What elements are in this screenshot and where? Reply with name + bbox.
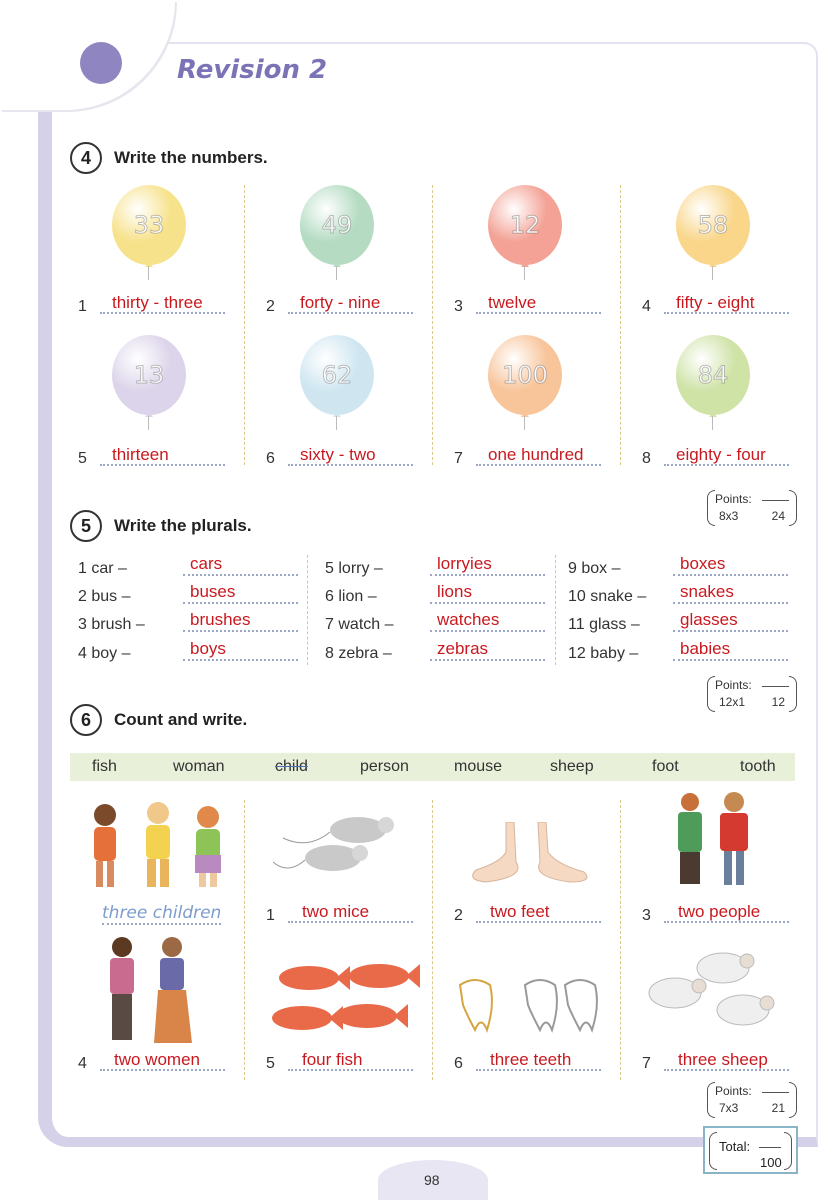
singular-word: car – — [91, 560, 127, 577]
singular-word: snake – — [590, 588, 647, 605]
handwritten-answer: twelve — [488, 293, 537, 312]
plural-item — [325, 588, 377, 606]
handwritten-answer: thirteen — [112, 445, 169, 464]
item-number: 12 — [568, 645, 586, 662]
singular-word: box – — [581, 560, 621, 577]
plural-item — [78, 616, 145, 634]
balloon-number: 13 — [112, 335, 186, 415]
plural-item — [568, 560, 621, 578]
balloon — [676, 335, 756, 430]
plural-item — [568, 645, 638, 663]
points-calc: 7x3 — [719, 1101, 739, 1115]
word-woman: woman — [173, 758, 225, 775]
page-title: Revision 2 — [177, 55, 328, 85]
item-number: 11 — [568, 616, 585, 633]
woman-figure-1 — [110, 937, 134, 1040]
balloon — [488, 185, 568, 280]
handwritten-answer: two feet — [490, 902, 550, 921]
points-label: Points: — [715, 678, 752, 692]
child-figure-3 — [195, 806, 221, 887]
mouse-figure-1 — [283, 817, 394, 843]
sheep-figure-2 — [697, 953, 754, 983]
feet-illustration — [466, 822, 596, 892]
item-number: 1 — [78, 560, 87, 577]
mouse-figure-2 — [273, 845, 368, 871]
handwritten-answer: two women — [114, 1050, 200, 1069]
ex4-header — [70, 142, 268, 174]
singular-word: glass – — [589, 616, 640, 633]
ex6-number-badge: 6 — [70, 704, 102, 736]
children-illustration — [80, 795, 240, 895]
item-number: 8 — [642, 450, 651, 467]
child-figure-2 — [146, 802, 170, 887]
ex4-points — [707, 490, 797, 526]
handwritten-answer: forty - nine — [300, 293, 381, 312]
tooth-figure-2 — [525, 980, 557, 1030]
answer-line[interactable] — [430, 659, 545, 661]
item-number: 3 — [642, 907, 651, 924]
plural-item — [325, 560, 383, 578]
item-number: 5 — [78, 450, 87, 467]
answer-line[interactable] — [183, 630, 298, 632]
sheep-illustration — [645, 948, 780, 1038]
divider — [307, 555, 308, 665]
child-figure-1 — [94, 804, 116, 887]
handwritten-answer: brushes — [190, 610, 251, 629]
item-number: 5 — [325, 560, 334, 577]
word-box — [70, 753, 795, 781]
balloon — [112, 185, 192, 280]
tooth-figure-3 — [565, 980, 597, 1030]
item-number: 4 — [78, 645, 87, 662]
woman-figure-2 — [154, 937, 192, 1043]
singular-word: brush – — [91, 616, 145, 633]
handwritten-answer: babies — [680, 639, 731, 658]
handwritten-answer: three sheep — [678, 1050, 768, 1069]
women-illustration — [100, 935, 200, 1050]
item-number: 7 — [454, 450, 463, 467]
foot-figure-1 — [473, 822, 518, 882]
plural-item — [78, 645, 131, 663]
word-fish: fish — [92, 758, 117, 775]
fish-figure-4 — [337, 1004, 408, 1028]
fish-figure-2 — [349, 964, 420, 988]
item-number: 8 — [325, 645, 334, 662]
ex5-points — [707, 676, 797, 712]
singular-word: boy – — [91, 645, 131, 662]
item-number: 3 — [78, 616, 87, 633]
handwritten-answer: boxes — [680, 554, 726, 573]
ex6-points — [707, 1082, 797, 1118]
item-number: 2 — [78, 588, 87, 605]
singular-word: lion – — [338, 588, 377, 605]
total-max: 100 — [760, 1155, 782, 1170]
singular-word: bus – — [91, 588, 131, 605]
points-label: Points: — [715, 492, 752, 506]
singular-word: baby – — [590, 645, 639, 662]
points-calc: 8x3 — [719, 509, 739, 523]
corner-dot — [80, 42, 122, 84]
plural-item — [78, 560, 127, 578]
balloon-number: 33 — [112, 185, 186, 265]
example-answer: three children — [102, 903, 222, 923]
answer-line[interactable] — [183, 602, 298, 604]
handwritten-answer: four fish — [302, 1050, 363, 1069]
handwritten-answer: lions — [437, 582, 472, 601]
handwritten-answer: glasses — [680, 610, 738, 629]
balloon — [300, 185, 380, 280]
plural-item — [568, 616, 640, 634]
item-number: 7 — [325, 616, 334, 633]
divider — [244, 800, 245, 1080]
sheep-figure-1 — [649, 978, 706, 1008]
item-number: 6 — [454, 1055, 463, 1072]
handwritten-answer: thirty - three — [112, 293, 203, 312]
answer-line[interactable] — [183, 659, 298, 661]
page-number: 98 — [424, 1172, 440, 1188]
word-tooth: tooth — [740, 758, 776, 775]
person-figure-2 — [720, 792, 748, 885]
balloon-number: 100 — [488, 335, 562, 415]
item-number: 9 — [568, 560, 577, 577]
points-label: Points: — [715, 1084, 752, 1098]
singular-word: zebra – — [338, 645, 392, 662]
balloon — [676, 185, 756, 280]
ex5-instruction: Write the plurals. — [114, 516, 252, 535]
ex6-instruction: Count and write. — [114, 710, 248, 729]
person-figure-1 — [678, 793, 702, 884]
item-number: 6 — [325, 588, 334, 605]
balloon-number: 62 — [300, 335, 374, 415]
points-max: 24 — [771, 509, 785, 523]
ex4-number-badge: 4 — [70, 142, 102, 174]
divider — [555, 555, 556, 665]
balloon-number: 84 — [676, 335, 750, 415]
balloon-number: 12 — [488, 185, 562, 265]
handwritten-answer: zebras — [437, 639, 489, 658]
total-box — [703, 1126, 798, 1174]
item-number: 7 — [642, 1055, 651, 1072]
item-number: 5 — [266, 1055, 275, 1072]
points-calc: 12x1 — [719, 695, 746, 709]
answer-line[interactable] — [673, 659, 788, 661]
teeth-illustration — [455, 975, 605, 1035]
answer-line[interactable] — [673, 574, 788, 576]
balloon — [112, 335, 192, 430]
handwritten-answer: lorryies — [437, 554, 492, 573]
balloon — [300, 335, 380, 430]
answer-line[interactable] — [430, 574, 545, 576]
total-label: Total: — [719, 1139, 751, 1154]
divider — [620, 185, 621, 465]
ex5-header — [70, 510, 252, 542]
fish-illustration — [264, 960, 424, 1040]
divider — [620, 800, 621, 1080]
word-foot: foot — [652, 758, 679, 775]
item-number: 4 — [642, 298, 651, 315]
points-max: 21 — [771, 1101, 785, 1115]
points-max: 12 — [771, 695, 785, 709]
tooth-figure-1 — [460, 980, 492, 1030]
plural-item — [568, 588, 646, 606]
divider — [432, 800, 433, 1080]
handwritten-answer: buses — [190, 582, 236, 601]
ex6-header — [70, 704, 247, 736]
fish-figure-1 — [279, 966, 350, 990]
mice-illustration — [268, 810, 408, 890]
handwritten-answer: fifty - eight — [676, 293, 755, 312]
plural-item — [325, 616, 394, 634]
handwritten-answer: two mice — [302, 902, 370, 921]
item-number: 2 — [454, 907, 463, 924]
answer-line[interactable] — [183, 574, 298, 576]
item-number: 2 — [266, 298, 275, 315]
answer-line[interactable] — [430, 630, 545, 632]
handwritten-answer: sixty - two — [300, 445, 376, 464]
item-number: 10 — [568, 588, 586, 605]
word-child-crossed: child — [275, 758, 308, 775]
handwritten-answer: one hundred — [488, 445, 584, 464]
answer-line[interactable] — [673, 630, 788, 632]
people-illustration — [672, 790, 762, 890]
ex5-number-badge: 5 — [70, 510, 102, 542]
handwritten-answer: snakes — [680, 582, 734, 601]
handwritten-answer: boys — [190, 639, 226, 658]
answer-line[interactable] — [430, 602, 545, 604]
balloon — [488, 335, 568, 430]
word-sheep: sheep — [550, 758, 594, 775]
item-number: 3 — [454, 298, 463, 315]
plural-item — [325, 645, 392, 663]
handwritten-answer: three teeth — [490, 1050, 572, 1069]
handwritten-answer: cars — [190, 554, 223, 573]
sheep-figure-3 — [717, 995, 774, 1025]
singular-word: lorry – — [338, 560, 383, 577]
item-number: 1 — [266, 907, 275, 924]
foot-figure-2 — [538, 822, 587, 882]
word-mouse: mouse — [454, 758, 503, 775]
plural-item — [78, 588, 131, 606]
fish-figure-3 — [272, 1006, 343, 1030]
answer-line[interactable] — [673, 602, 788, 604]
divider — [244, 185, 245, 465]
handwritten-answer: two people — [678, 902, 761, 921]
singular-word: watch – — [338, 616, 394, 633]
item-number: 4 — [78, 1055, 87, 1072]
handwritten-answer: eighty - four — [676, 445, 766, 464]
item-number: 1 — [78, 298, 87, 315]
divider — [432, 185, 433, 465]
item-number: 6 — [266, 450, 275, 467]
balloon-number: 49 — [300, 185, 374, 265]
balloon-number: 58 — [676, 185, 750, 265]
ex4-instruction: Write the numbers. — [114, 148, 268, 167]
handwritten-answer: watches — [437, 610, 500, 629]
word-person: person — [360, 758, 409, 775]
